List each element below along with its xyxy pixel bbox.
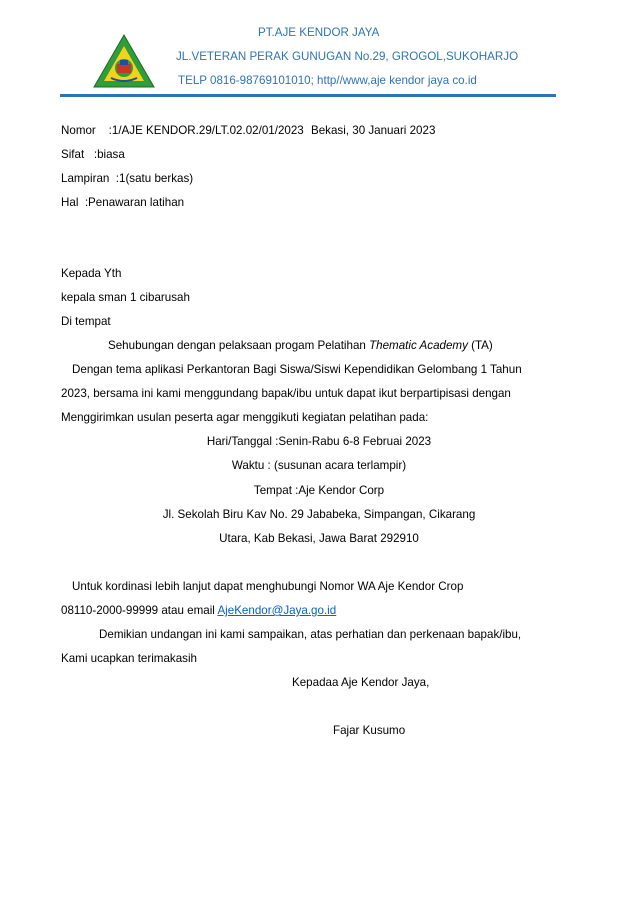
body-line-2: 2023, bersama ini kami menggundang bapak/ibu untuk dapat ikut berpartipisasi dengan (61, 387, 511, 400)
event-date: Hari/Tanggal :Senin-Rabu 6-8 Februai 2023 (206, 435, 432, 448)
closing-line-2: Kami ucapkan terimakasih (61, 652, 197, 665)
intro-end: (TA) (467, 339, 493, 352)
company-logo (93, 34, 155, 88)
event-place: Tempat :Aje Kendor Corp (253, 484, 385, 497)
company-contact: TELP 0816-98769101010; http//www,aje kendor jaya co.id (178, 74, 477, 87)
signature-name: Fajar Kusumo (333, 724, 406, 737)
recipient-greeting: Kepada Yth (61, 267, 122, 280)
company-address: JL.VETERAN PERAK GUNUGAN No.29, GROGOL,SUKOHARJO (176, 50, 519, 63)
letter-number: Nomor :1/AJE KENDOR.29/LT.02.02/01/2023 (61, 124, 304, 137)
body-line-3: Menggirimkan usulan peserta agar menggikuti kegiatan pelatihan pada: (61, 411, 429, 424)
body-paragraph-intro (108, 339, 493, 352)
event-address-1: Jl. Sekolah Biru Kav No. 29 Jababeka, Simpangan, Cikarang (162, 508, 476, 521)
signature-sender: Kepadaa Aje Kendor Jaya, (292, 676, 430, 689)
closing-line-1: Demikian undangan ini kami sampaikan, atas perhatian dan perkenaan bapak/ibu, (99, 628, 522, 641)
contact-line-1: Untuk kordinasi lebih lanjut dapat menghubungi Nomor WA Aje Kendor Crop (72, 580, 464, 593)
letter-attachment: Lampiran :1(satu berkas) (61, 172, 194, 185)
letter-date: Bekasi, 30 Januari 2023 (311, 124, 436, 137)
intro-text: Sehubungan dengan pelaksaan progam Pelatihan (108, 339, 370, 352)
recipient-place: Di tempat (61, 315, 111, 328)
event-address-2: Utara, Kab Bekasi, Jawa Barat 292910 (219, 532, 419, 545)
letter-nature: Sifat :biasa (61, 148, 125, 161)
intro-italic: Thematic Academy (369, 339, 468, 352)
contact-line-2 (61, 604, 336, 617)
letter-subject: Hal :Penawaran latihan (61, 196, 185, 209)
recipient-name: kepala sman 1 cibarusah (61, 291, 190, 304)
letterhead-rule (60, 94, 556, 97)
event-time: Waktu : (susunan acara terlampir) (231, 459, 407, 472)
email-link[interactable]: AjeKendor@Jaya.go.id (217, 604, 337, 617)
contact-phone: 08110-2000-99999 atau email (61, 604, 218, 617)
body-line-1: Dengan tema aplikasi Perkantoran Bagi Siswa/Siswi Kependidikan Gelombang 1 Tahun (72, 363, 522, 376)
company-name: PT.AJE KENDOR JAYA (258, 26, 380, 39)
